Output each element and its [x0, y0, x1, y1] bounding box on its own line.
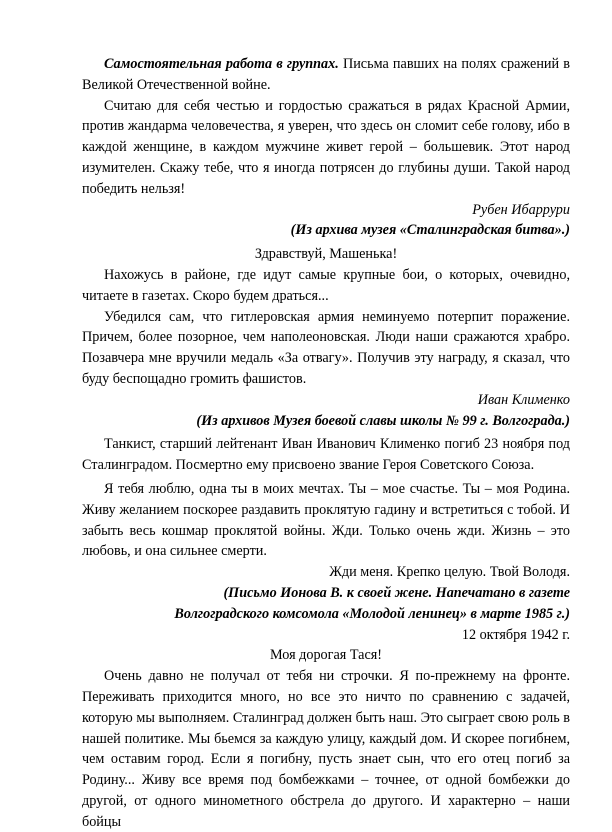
greeting-tasya: Моя дорогая Тася! — [269, 647, 382, 664]
closing-ionov: Жди меня. Крепко целую. Твой Володя. — [329, 564, 570, 581]
letter-ionov: Я тебя люблю, одна ты в моих мечтах. Ты – мое счастье. Ты – моя Родина. Живу желанием поскорее раздавить проклятую гадину и встретиться с тобой. И забыть весь кошмар проклятой войны. Жди. Только очень жди. Жизнь – это любовь, и она сильнее смерти. — [82, 480, 570, 560]
greeting-mashenka: Здравствуй, Машенька! — [254, 246, 398, 263]
note-klimenko: Танкист, старший лейтенант Иван Иванович Клименко погиб 23 ноября под Сталинградом. Посмертно ему присвоено звание Героя Советского Союза. — [82, 436, 570, 474]
author-klimenko: Иван Клименко — [477, 391, 570, 408]
letter-date: 12 октября 1942 г. — [461, 626, 570, 643]
letter-tasya-para1: Очень давно не получал от тебя ни строчки. Я по-прежнему на фронте. Переживать приходится много, но все это ничто по сравнению с задачей, которую мы выполняем. Сталинград должен быть наш. Это сыграет свою роль в нашей политике. Мы бьемся за каждую улицу, каждый дом. И скорее погибнем, чем оставим город. Если я погибну, пусть знает сын, что его отец погиб за Родину... Живу все время под бомбежками – точнее, от одной бомбежки до другой, от одного минометного обстрела до другого. И характерно – наши бойцы — [82, 668, 570, 830]
author-ibarruri: Рубен Ибаррури — [472, 201, 570, 218]
intro-text: Письма павших на полях сражений в Великой Отечественной войне. — [82, 56, 570, 93]
intro-label: Самостоятельная работа в группах. — [104, 56, 339, 72]
section-intro — [82, 54, 570, 96]
source-klimenko: (Из архивов Музея боевой славы школы № 99 г. Волгограда.) — [196, 412, 570, 429]
source-ibarruri: (Из архива музея «Сталинградская битва».) — [290, 222, 570, 239]
letter-klimenko-para1: Нахожусь в районе, где идут самые крупные бои, о которых, очевидно, читаете в газетах. Скоро будем драться... — [82, 266, 570, 304]
source-ionov-line1: (Письмо Ионова В. к своей жене. Напечатано в газете — [223, 584, 570, 601]
letter-ibarruri: Считаю для себя честью и гордостью сражаться в рядах Красной Армии, против жандарма человечества, я уверен, что здесь он сломит себе голову, ибо в каждой женщине, в каждом мужчине живет герой – большевик. Этот народ изумителен. Скажу тебе, что я иногда потрясен до глубины души. Такой народ победить нельзя! — [82, 97, 570, 197]
document-page — [82, 54, 570, 832]
source-ionov-line2: Волгоградского комсомола «Молодой ленинец» в марте 1985 г.) — [174, 605, 570, 622]
letter-klimenko-para2: Убедился сам, что гитлеровская армия неминуемо потерпит поражение. Причем, более позорное, чем наполеоновская. Люди наши сражаются храбро. Позавчера мне вручили медаль «За отвагу». Получив эту награду, я сказал, что буду беспощадно громить фашистов. — [82, 308, 570, 387]
